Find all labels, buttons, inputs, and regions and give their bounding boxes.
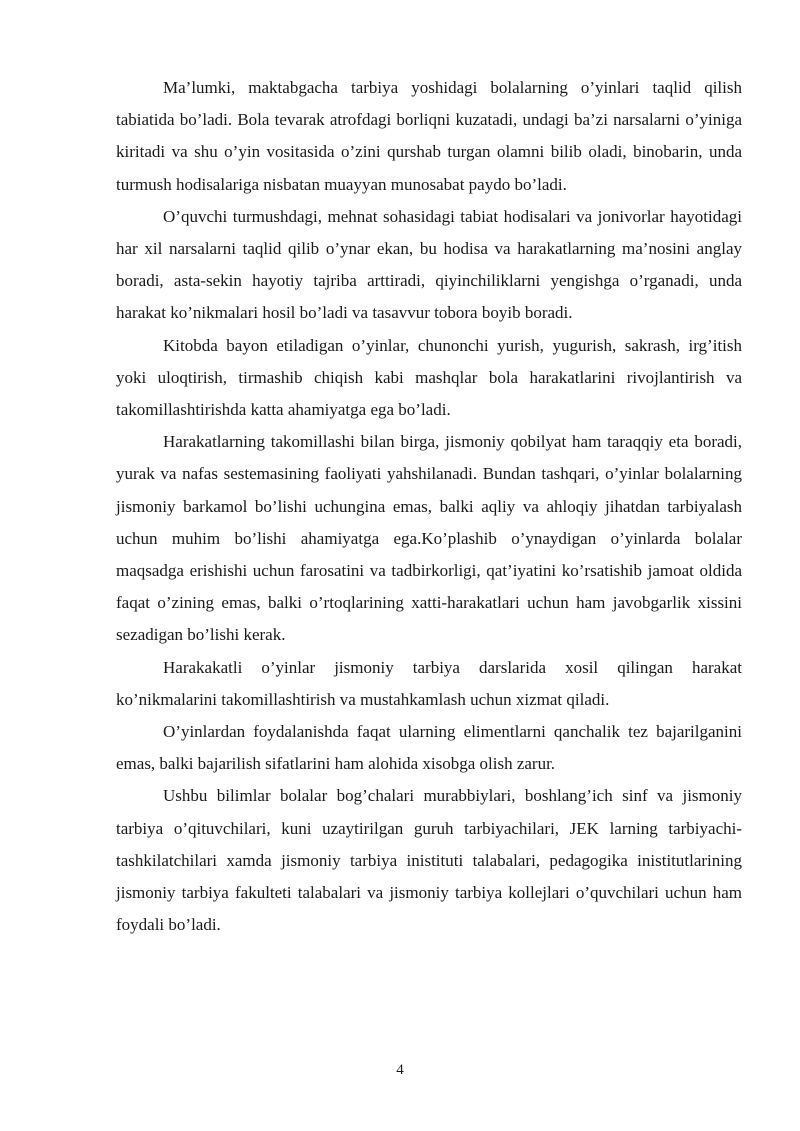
paragraph-6: O’yinlardan foydalanishda faqat ularning elimentlarni qanchalik tez bajarilganini emas, balki bajarilish sifatlarini ham alohida xisobga olish zarur.	[116, 722, 742, 774]
document-page	[116, 72, 742, 941]
paragraph-3: Kitobda bayon etiladigan o’yinlar, chunonchi yurish, yugurish, sakrash, irg’itish yoki uloqtirish, tirmashib chiqish kabi mashqlar bola harakatlarini rivojlantirish va takomillashtirishda katta ahamiyatga ega bo’ladi.	[116, 335, 742, 420]
page-number: 4	[396, 1062, 404, 1078]
paragraph-5: Harakakatli o’yinlar jismoniy tarbiya darslarida xosil qilingan harakat ko’nikmalarini takomillashtirish va mustahkamlash uchun xizmat qiladi.	[116, 657, 742, 709]
paragraph-7: Ushbu bilimlar bolalar bog’chalari murabbiylari, boshlang’ich sinf va jismoniy tarbiya o’qituvchilari, kuni uzaytirilgan guruh tarbiyachilari, JEK larning tarbiyachi- tashkilatchilari xamda jismoniy tarbiya inistituti talabalari, pedagogika inistitutlarining jismoniy tarbiya fakulteti talabalari va jismoniy tarbiya kollejlari o’quvchilari uchun ham foydali bo’ladi.	[116, 786, 742, 935]
paragraph-2: O’quvchi turmushdagi, mehnat sohasidagi tabiat hodisalari va jonivorlar hayotidagi har xil narsalarni taqlid qilib o’ynar ekan, bu hodisa va harakatlarning ma’nosini anglay boradi, asta-sekin hayotiy tajriba arttiradi, qiyinchiliklarni yengishga o’rganadi, unda harakat ko’nikmalari hosil bo’ladi va tasavvur tobora boyib boradi.	[116, 206, 742, 323]
paragraph-1: Ma’lumki, maktabgacha tarbiya yoshidagi bolalarning o’yinlari taqlid qilish tabiatida bo’ladi. Bola tevarak atrofdagi borliqni kuzatadi, undagi ba’zi narsalarni o’yiniga kiritadi va shu o’yin vositasida o’zini qurshab turgan olamni bilib oladi, binobarin, unda turmush hodisalariga nisbatan muayyan munosabat paydo bo’ladi.	[116, 78, 742, 194]
paragraph-4: Harakatlarning takomillashi bilan birga, jismoniy qobilyat ham taraqqiy eta boradi, yurak va nafas sestemasining faoliyati yahshilanadi. Bundan tashqari, o’yinlar bolalarning jismoniy barkamol bo’lishi uchungina emas, balki aqliy va ahloqiy jihatdan tarbiyalash uchun muhim bo’lishi ahamiyatga ega.Ko’plashib o’ynaydigan o’yinlarda bolalar maqsadga erishishi uchun farosatini va tadbirkorligi, qat’iyatini ko’rsatishib jamoat oldida faqat o’zining emas, balki o’rtoqlarining xatti-harakatlari uchun ham javobgarlik xissini sezadigan bo’lishi kerak.	[116, 432, 742, 645]
